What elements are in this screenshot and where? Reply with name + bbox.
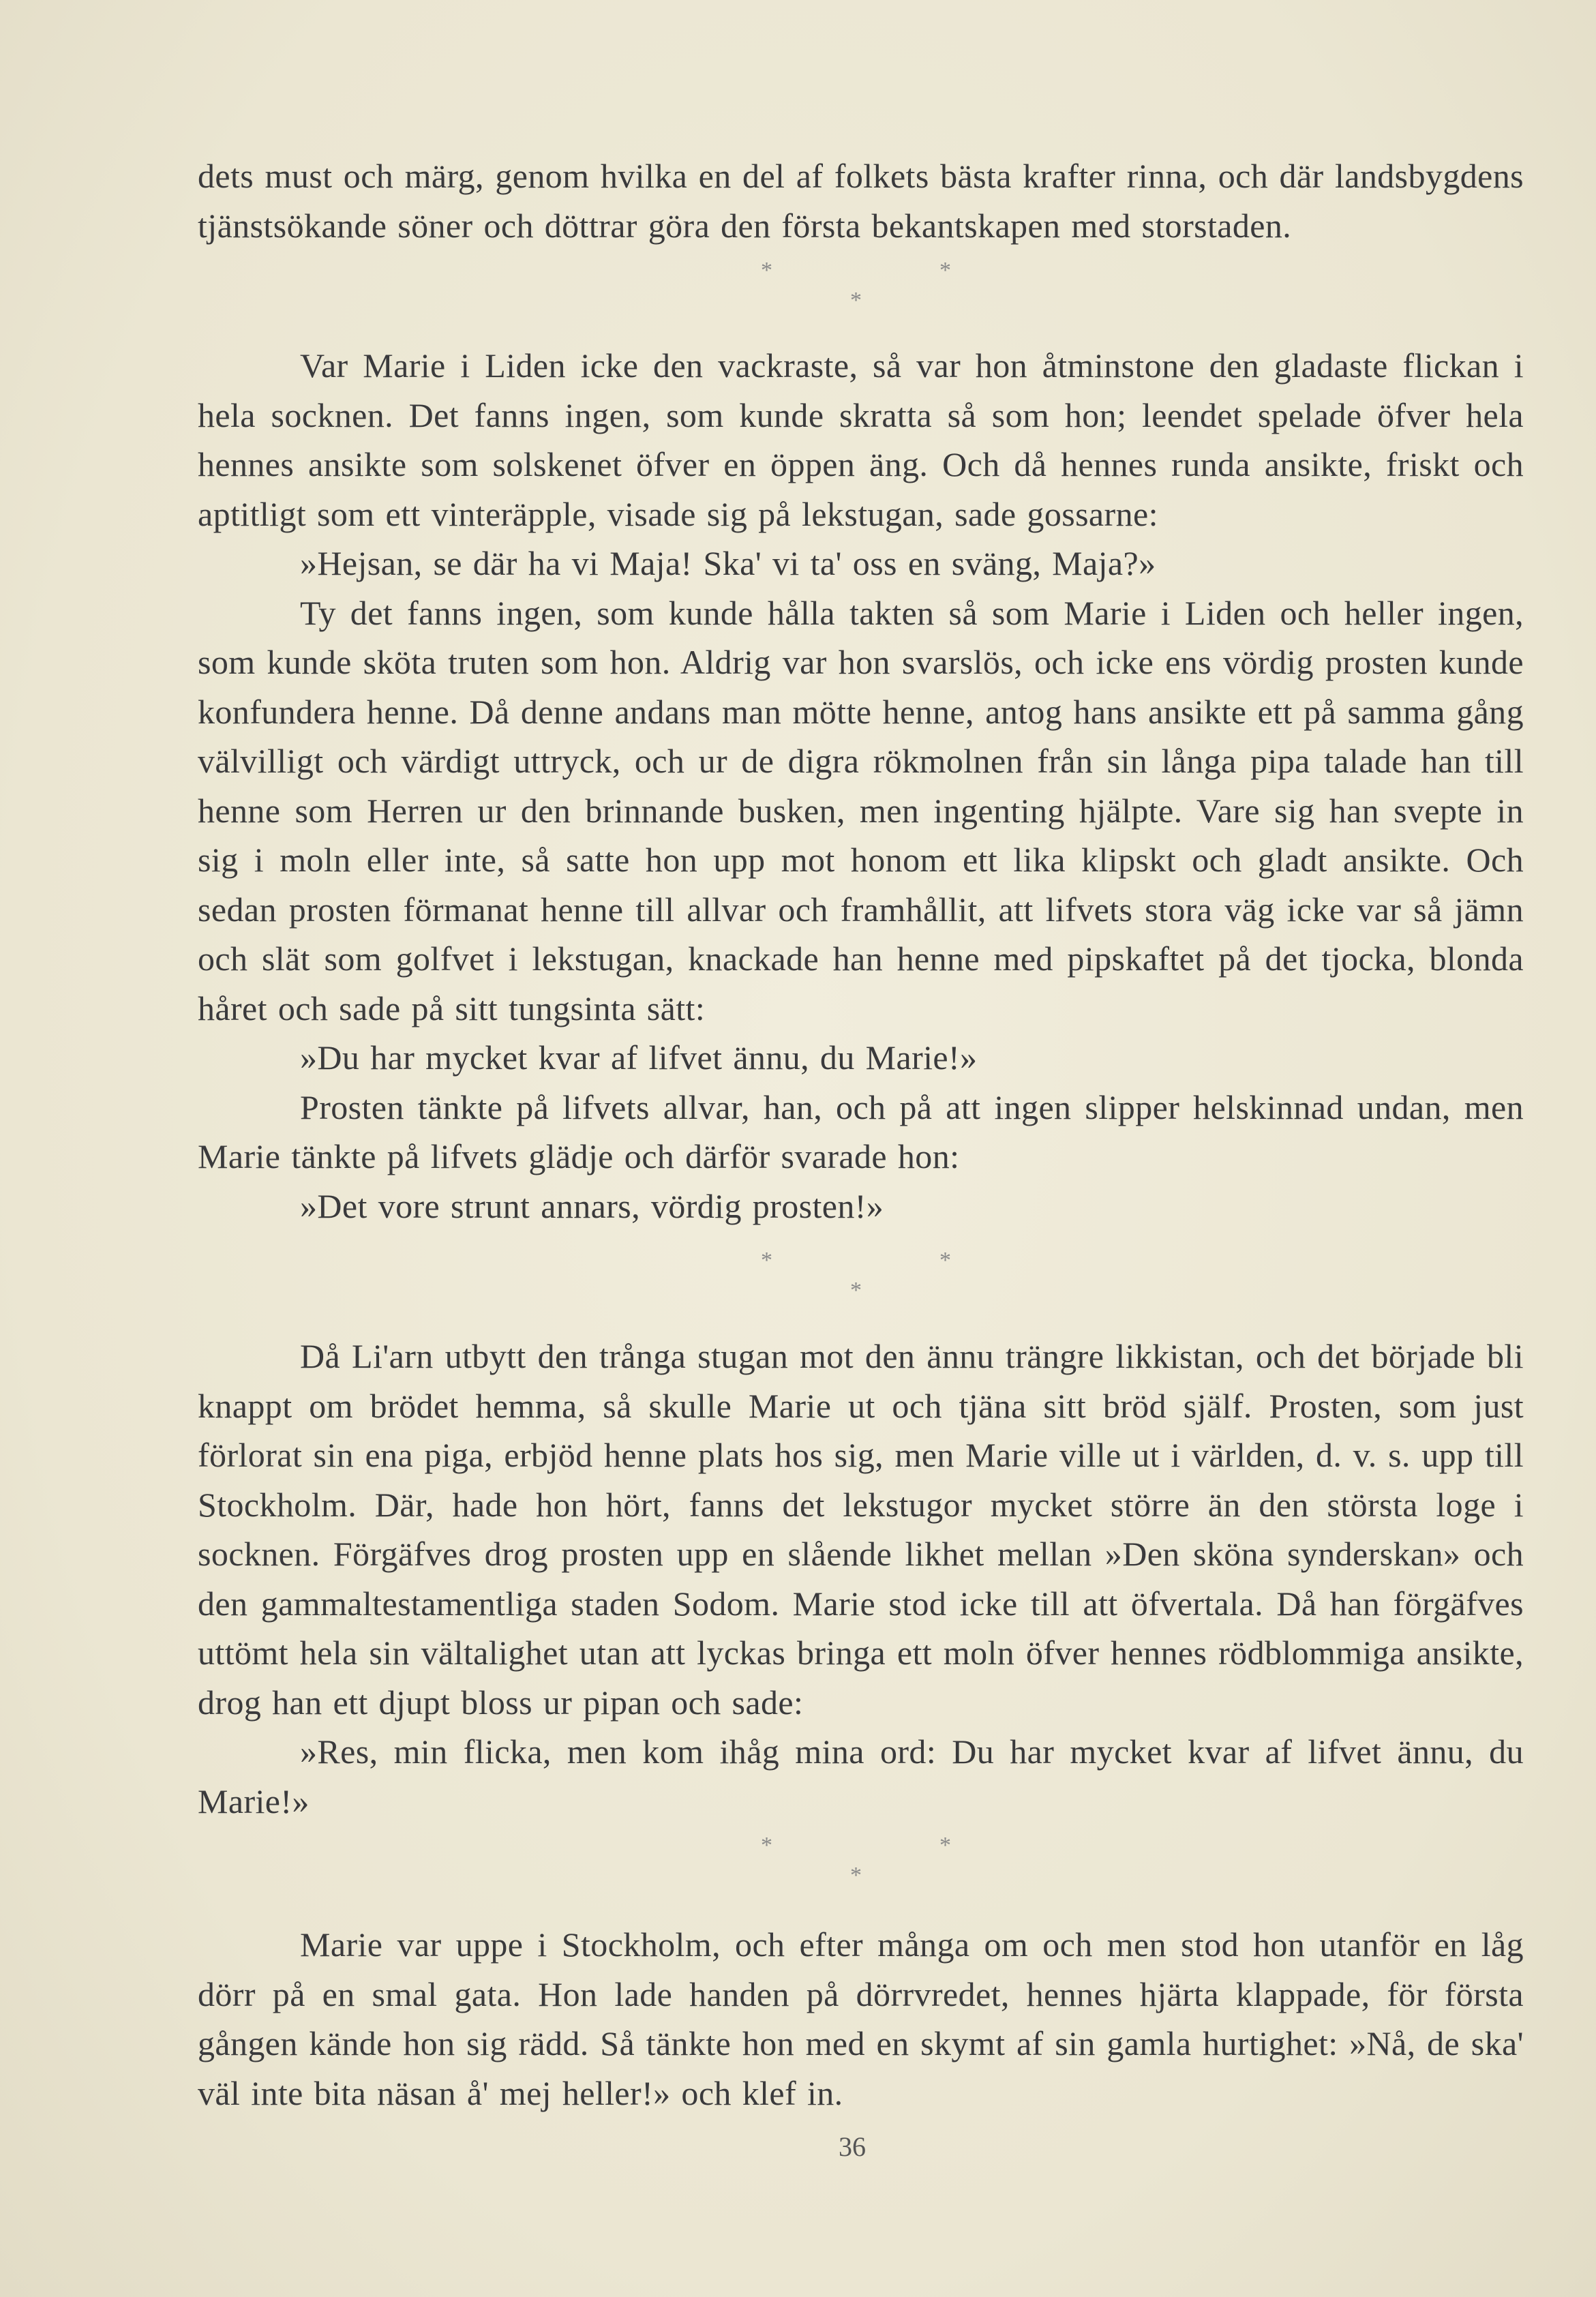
section-4	[198, 1920, 1524, 2118]
divider-asterisk: *	[850, 1863, 862, 1888]
divider-asterisk: *	[761, 1248, 772, 1273]
section-1	[198, 151, 1524, 250]
paragraph: Marie var uppe i Stockholm, och efter många om och men stod hon utanför en låg dörr på en smal gata. Hon lade handen på dörrvredet, hennes hjärta klappade, för första gången kände hon sig rädd. Så tänkte hon med en skymt af sin gamla hurtighet: »Nå, de ska' väl inte bita näsan å' mej heller!» och klef in.	[198, 1925, 1524, 2112]
divider-asterisk: *	[939, 1248, 951, 1273]
divider-asterisk: *	[850, 1278, 862, 1303]
divider-asterisk: *	[939, 1833, 951, 1858]
divider-asterisk: *	[761, 258, 772, 283]
section-divider-1	[0, 258, 1596, 319]
paragraph: dets must och märg, genom hvilka en del af folkets bästa krafter rinna, och där landsbygdens tjänstsökande söner och döttrar göra den första bekantskapen med storstaden.	[198, 157, 1524, 245]
divider-asterisk: *	[850, 288, 862, 313]
section-2	[198, 341, 1524, 1231]
divider-asterisk: *	[939, 258, 951, 283]
paragraph: Var Marie i Liden icke den vackraste, så var hon åtminstone den gladaste flickan i hela socknen. Det fanns ingen, som kunde skratta så som hon; leendet spelade öfver hela hennes ansikte som solskenet öfver en öppen äng. Och då hennes runda ansikte, friskt och aptitligt som ett vinteräpple, visade sig på lekstugan, sade gossarne:	[198, 346, 1524, 533]
dialogue-line: »Du har mycket kvar af lifvet ännu, du Marie!»	[300, 1038, 978, 1077]
divider-asterisk: *	[761, 1833, 772, 1858]
section-divider-3	[0, 1833, 1596, 1894]
paragraph: Prosten tänkte på lifvets allvar, han, och på att ingen slipper helskinnad undan, men Marie tänkte på lifvets glädje och därför svarade hon:	[198, 1087, 1524, 1175]
section-3	[198, 1332, 1524, 1826]
dialogue-line: »Hejsan, se där ha vi Maja! Ska' vi ta' oss en sväng, Maja?»	[300, 544, 1156, 582]
paragraph: Då Li'arn utbytt den trånga stugan mot den ännu trängre likkistan, och det började bli knappt om brödet hemma, så skulle Marie ut och tjäna sitt bröd själf. Prosten, som just förlorat sin ena piga, erbjöd henne plats hos sig, men Marie ville ut i världen, d. v. s. upp till Stockholm. Där, hade hon hört, fanns det lekstugor mycket större än den största loge i socknen. Förgäfves drog prosten upp en slående likhet mellan »Den sköna synderskan» och den gammaltestamentliga staden Sodom. Marie stod icke till att öfvertala. Då han förgäfves uttömt hela sin vältalighet utan att lyckas bringa ett moln öfver hennes rödblommiga ansikte, drog han ett djupt bloss ur pipan och sade:	[198, 1337, 1524, 1722]
section-divider-2	[0, 1248, 1596, 1309]
paragraph: Ty det fanns ingen, som kunde hålla takten så som Marie i Liden och heller ingen, som kunde sköta truten som hon. Aldrig var hon svarslös, och icke ens vördig prosten kunde konfundera henne. Då denne andans man mötte henne, antog hans ansikte ett på samma gång välvilligt och värdigt uttryck, och ur de digra rökmolnen från sin långa pipa talade han till henne som Herren ur den brinnande busken, men ingenting hjälpte. Vare sig han svepte in sig i moln eller inte, så satte hon upp mot honom ett lika klipskt och gladt ansikte. Och sedan prosten förmanat henne till allvar och framhållit, att lifvets stora väg icke var så jämn och slät som golfvet i lekstugan, knackade han henne med pipskaftet på det tjocka, blonda håret och sade på sitt tungsinta sätt:	[198, 593, 1524, 1027]
page-number: 36	[839, 2131, 866, 2162]
dialogue-line: »Res, min flicka, men kom ihåg mina ord: Du har mycket kvar af lifvet ännu, du Marie!»	[198, 1732, 1524, 1820]
dialogue-line: »Det vore strunt annars, vördig prosten!»	[300, 1186, 884, 1225]
